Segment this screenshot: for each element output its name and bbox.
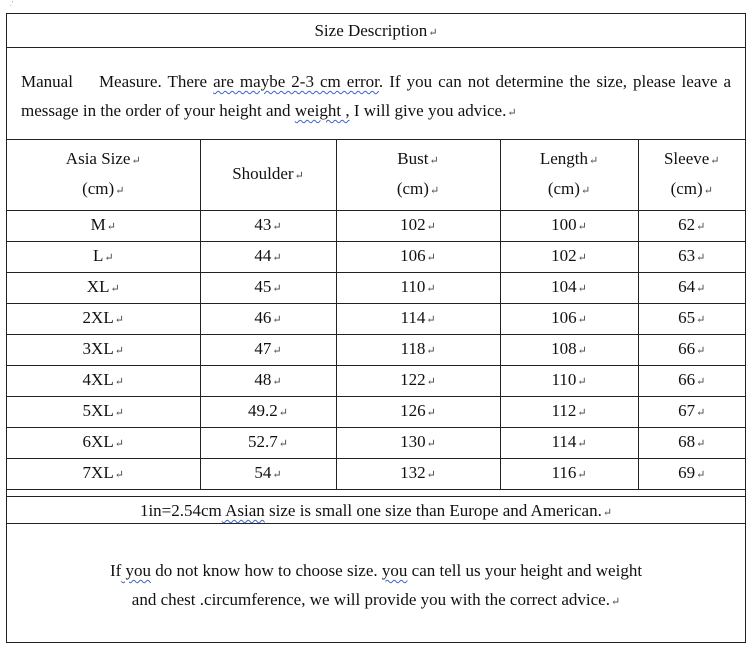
return-mark: ↵ <box>114 438 124 450</box>
cell-value: 68 <box>678 432 696 451</box>
table-row <box>7 428 745 459</box>
return-mark: ↵ <box>577 407 587 419</box>
cell-value: 102 <box>400 215 426 234</box>
table-cell <box>336 242 500 273</box>
table-cell <box>638 366 745 397</box>
return-mark: ↵ <box>272 221 282 233</box>
table-cell <box>500 273 638 304</box>
return-mark: ↵ <box>272 252 282 264</box>
title-row <box>7 14 745 48</box>
return-mark: ↵ <box>294 170 304 182</box>
note-text-c: size is small one size than Europe and American. <box>264 501 602 520</box>
return-mark: ↵ <box>272 376 282 388</box>
return-mark: ↵ <box>577 376 587 388</box>
size-description-sheet <box>6 13 746 643</box>
table-cell <box>200 273 336 304</box>
table-cell <box>336 273 500 304</box>
cell-value: 52.7 <box>248 432 278 451</box>
table-cell <box>336 397 500 428</box>
manual-text-e: I will give you advice. <box>349 101 507 120</box>
column-header-label: Shoulder <box>232 164 294 183</box>
table-cell <box>336 428 500 459</box>
return-mark: ↵ <box>577 314 587 326</box>
advice-text-f: and chest .circumference, we will provide you with the correct advice. <box>131 590 610 609</box>
cell-value: 46 <box>254 308 272 327</box>
table-row <box>7 304 745 335</box>
table-row <box>7 211 745 242</box>
cell-value: 48 <box>254 370 272 389</box>
return-mark: ↵ <box>696 438 706 450</box>
return-mark: ↵ <box>610 596 621 608</box>
return-mark: ↵ <box>114 407 124 419</box>
return-mark: ↵ <box>577 283 587 295</box>
column-header <box>200 140 336 211</box>
cell-value: 118 <box>400 339 426 358</box>
return-mark: ↵ <box>114 345 124 357</box>
return-mark: ↵ <box>602 507 613 519</box>
cell-value: 106 <box>551 308 577 327</box>
table-cell <box>638 428 745 459</box>
cell-value: 66 <box>678 339 696 358</box>
column-header <box>336 140 500 211</box>
cell-value: 64 <box>678 277 696 296</box>
cell-value: 3XL <box>82 339 114 358</box>
manual-text-b: are maybe 2-3 cm error <box>213 72 379 91</box>
manual-text-a: Measure. There <box>98 72 214 91</box>
cell-value: 100 <box>551 215 577 234</box>
table-cell <box>500 304 638 335</box>
return-mark: ↵ <box>278 438 288 450</box>
cell-value: 130 <box>400 432 426 451</box>
table-cell <box>7 366 200 397</box>
return-mark: ↵ <box>696 469 706 481</box>
table-cell <box>336 304 500 335</box>
table-cell <box>336 335 500 366</box>
return-mark: ↵ <box>696 345 706 357</box>
cell-value: 6XL <box>82 432 114 451</box>
table-cell <box>200 366 336 397</box>
table-cell <box>500 397 638 428</box>
return-mark: ↵ <box>110 283 120 295</box>
table-cell <box>638 397 745 428</box>
cell-value: 122 <box>400 370 426 389</box>
size-table <box>7 140 745 490</box>
cell-value: M <box>90 215 106 234</box>
cell-value: 2XL <box>82 308 114 327</box>
cell-value: 44 <box>254 246 272 265</box>
table-cell <box>638 273 745 304</box>
table-cell <box>7 335 200 366</box>
advice-text-e: can tell us your height and weight <box>407 561 643 580</box>
return-mark: ↵ <box>696 314 706 326</box>
cell-value: 65 <box>678 308 696 327</box>
return-mark: ↵ <box>272 314 282 326</box>
cell-value: 49.2 <box>248 401 278 420</box>
cell-value: 112 <box>551 401 577 420</box>
return-mark: ↵ <box>696 221 706 233</box>
return-mark: ↵ <box>577 469 587 481</box>
table-row <box>7 366 745 397</box>
table-cell <box>336 459 500 490</box>
column-header-unit: (cm) <box>670 179 703 198</box>
cell-value: 110 <box>400 277 426 296</box>
return-mark: ↵ <box>114 314 124 326</box>
cell-value: 132 <box>400 463 426 482</box>
cell-value: 110 <box>551 370 577 389</box>
return-mark: ↵ <box>106 221 116 233</box>
return-mark: ↵ <box>426 376 436 388</box>
advice-text-b: you <box>121 561 152 580</box>
column-header-label: Bust <box>397 149 429 168</box>
return-mark: ↵ <box>426 407 436 419</box>
return-mark: ↵ <box>577 252 587 264</box>
conversion-note <box>7 496 745 524</box>
return-mark: ↵ <box>429 155 439 167</box>
return-mark: ↵ <box>696 407 706 419</box>
table-cell <box>500 366 638 397</box>
cell-value: 62 <box>678 215 696 234</box>
return-mark: ↵ <box>426 469 436 481</box>
return-mark: ↵ <box>426 438 436 450</box>
manual-text-d: weight , <box>294 101 350 120</box>
advice-text-a: If <box>109 561 122 580</box>
return-mark: ↵ <box>696 283 706 295</box>
return-mark: ↵ <box>114 376 124 388</box>
return-mark: ↵ <box>507 107 517 119</box>
column-header <box>638 140 745 211</box>
manual-text-c: . If you can not determine the size, please leave a message in the order of your height and <box>21 72 732 120</box>
table-cell <box>638 242 745 273</box>
return-mark: ↵ <box>428 27 438 39</box>
column-header-label: Asia Size <box>65 149 131 168</box>
return-mark: ↵ <box>272 469 282 481</box>
return-mark: ↵ <box>577 438 587 450</box>
table-cell <box>200 335 336 366</box>
manual-label: Manual <box>21 72 73 91</box>
size-table-header <box>7 140 745 211</box>
table-cell <box>7 459 200 490</box>
note-text-a: 1in=2.54cm <box>139 501 222 520</box>
return-mark: ↵ <box>272 283 282 295</box>
return-mark: ↵ <box>115 185 125 197</box>
table-cell <box>638 211 745 242</box>
cell-value: 69 <box>678 463 696 482</box>
cell-value: 108 <box>551 339 577 358</box>
return-mark: ↵ <box>588 155 599 167</box>
header-row <box>7 140 745 211</box>
cell-value: 102 <box>551 246 577 265</box>
cell-value: 4XL <box>82 370 114 389</box>
table-cell <box>200 459 336 490</box>
column-header <box>500 140 638 211</box>
table-cell <box>200 242 336 273</box>
return-mark: ↵ <box>426 345 436 357</box>
table-cell <box>200 397 336 428</box>
manual-notice <box>7 48 745 140</box>
advice-block <box>7 524 745 642</box>
return-mark: ↵ <box>114 469 124 481</box>
size-table-body <box>7 211 745 490</box>
return-mark: ↵ <box>577 221 587 233</box>
cell-value: 104 <box>551 277 577 296</box>
table-cell <box>638 459 745 490</box>
return-mark: ↵ <box>696 252 706 264</box>
table-row <box>7 242 745 273</box>
cell-value: 47 <box>254 339 272 358</box>
return-mark: ↵ <box>580 185 591 197</box>
corner-mark: .' <box>10 0 14 8</box>
column-header-label: Sleeve <box>663 149 710 168</box>
cell-value: 7XL <box>82 463 114 482</box>
cell-value: 114 <box>400 308 426 327</box>
table-cell <box>500 335 638 366</box>
table-row <box>7 273 745 304</box>
advice-line-2 <box>7 585 745 617</box>
table-cell <box>7 273 200 304</box>
table-cell <box>7 397 200 428</box>
table-cell <box>7 211 200 242</box>
return-mark: ↵ <box>272 345 282 357</box>
page-title: Size Description <box>314 21 428 40</box>
table-cell <box>638 335 745 366</box>
cell-value: 45 <box>254 277 272 296</box>
return-mark: ↵ <box>426 314 436 326</box>
table-cell <box>500 211 638 242</box>
advice-line-1 <box>7 556 745 585</box>
cell-value: 63 <box>678 246 696 265</box>
column-header-unit: (cm) <box>547 179 580 198</box>
cell-value: 106 <box>400 246 426 265</box>
cell-value: L <box>92 246 104 265</box>
return-mark: ↵ <box>426 283 436 295</box>
cell-value: 5XL <box>82 401 114 420</box>
table-cell <box>500 428 638 459</box>
return-mark: ↵ <box>703 185 713 197</box>
table-cell <box>638 304 745 335</box>
table-row <box>7 335 745 366</box>
return-mark: ↵ <box>104 252 114 264</box>
cell-value: 66 <box>678 370 696 389</box>
column-header-unit: (cm) <box>82 179 115 198</box>
column-header-unit: (cm) <box>396 179 429 198</box>
column-header <box>7 140 200 211</box>
return-mark: ↵ <box>710 155 720 167</box>
table-row <box>7 397 745 428</box>
table-cell <box>200 428 336 459</box>
table-cell <box>500 459 638 490</box>
cell-value: XL <box>86 277 110 296</box>
return-mark: ↵ <box>696 376 706 388</box>
column-header-label: Length <box>539 149 588 168</box>
cell-value: 67 <box>678 401 696 420</box>
cell-value: 116 <box>551 463 577 482</box>
table-cell <box>7 304 200 335</box>
table-cell <box>200 304 336 335</box>
advice-text-c: do not know how to choose size. <box>151 561 382 580</box>
cell-value: 43 <box>254 215 272 234</box>
table-cell <box>7 242 200 273</box>
return-mark: ↵ <box>429 185 440 197</box>
table-cell <box>200 211 336 242</box>
cell-value: 54 <box>254 463 272 482</box>
return-mark: ↵ <box>426 252 436 264</box>
table-cell <box>500 242 638 273</box>
note-text-b: Asian <box>221 501 265 520</box>
table-cell <box>336 211 500 242</box>
return-mark: ↵ <box>426 221 436 233</box>
table-cell <box>336 366 500 397</box>
table-cell <box>7 428 200 459</box>
table-row <box>7 459 745 490</box>
return-mark: ↵ <box>577 345 587 357</box>
cell-value: 126 <box>400 401 426 420</box>
return-mark: ↵ <box>278 407 288 419</box>
cell-value: 114 <box>551 432 577 451</box>
advice-text-d: you <box>381 561 408 580</box>
return-mark: ↵ <box>131 155 141 167</box>
